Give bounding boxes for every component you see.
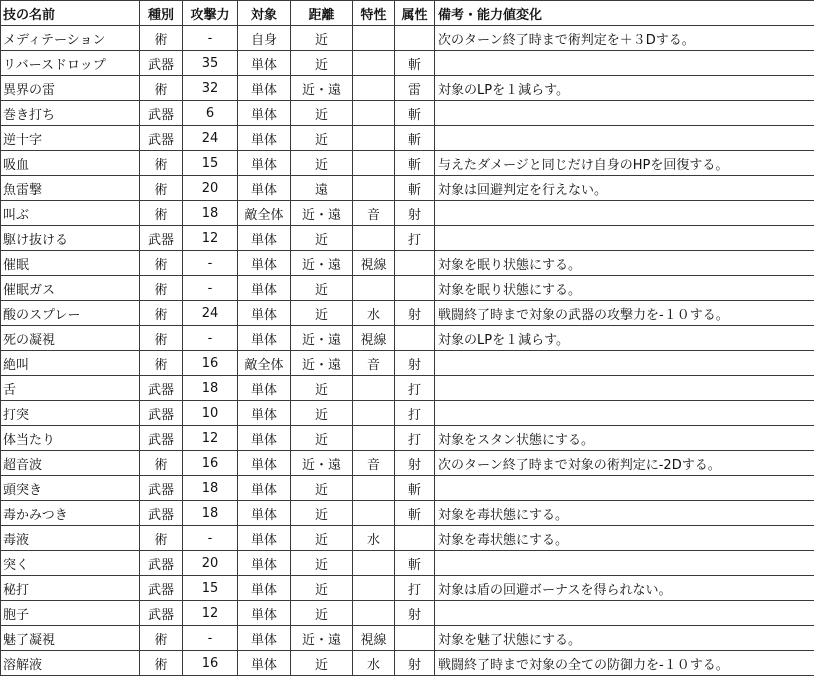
- cell-range: 近: [291, 426, 353, 451]
- cell-target: 単体: [238, 551, 291, 576]
- cell-target: 単体: [238, 251, 291, 276]
- cell-attack: -: [183, 526, 238, 551]
- header-trait: 特性: [353, 1, 395, 26]
- cell-attack: 18: [183, 376, 238, 401]
- cell-trait: 視線: [353, 251, 395, 276]
- cell-range: 近・遠: [291, 326, 353, 351]
- cell-notes: 与えたダメージと同じだけ自身のHPを回復する。: [435, 151, 814, 176]
- cell-attribute: 射: [395, 601, 435, 626]
- cell-range: 近: [291, 51, 353, 76]
- cell-name: 魚雷撃: [1, 176, 140, 201]
- table-row: [1, 251, 814, 276]
- cell-attribute: 打: [395, 226, 435, 251]
- cell-name: 毒かみつき: [1, 501, 140, 526]
- cell-attribute: 斬: [395, 51, 435, 76]
- cell-trait: 水: [353, 526, 395, 551]
- cell-name: 体当たり: [1, 426, 140, 451]
- table-row: [1, 601, 814, 626]
- cell-notes: [435, 476, 814, 501]
- cell-attribute: 打: [395, 576, 435, 601]
- cell-type: 武器: [140, 101, 183, 126]
- cell-name: リバースドロップ: [1, 51, 140, 76]
- cell-range: 近: [291, 476, 353, 501]
- cell-attack: -: [183, 251, 238, 276]
- cell-name: 打突: [1, 401, 140, 426]
- cell-name: 魅了凝視: [1, 626, 140, 651]
- cell-target: 単体: [238, 326, 291, 351]
- table-row: [1, 551, 814, 576]
- cell-target: 単体: [238, 51, 291, 76]
- cell-type: 武器: [140, 601, 183, 626]
- cell-target: 単体: [238, 126, 291, 151]
- cell-attribute: [395, 251, 435, 276]
- cell-range: 近・遠: [291, 451, 353, 476]
- cell-name: メディテーション: [1, 26, 140, 51]
- cell-notes: [435, 351, 814, 376]
- table-row: [1, 426, 814, 451]
- cell-range: 近: [291, 226, 353, 251]
- cell-notes: [435, 401, 814, 426]
- cell-range: 近: [291, 301, 353, 326]
- cell-trait: [353, 176, 395, 201]
- cell-trait: [353, 601, 395, 626]
- cell-type: 武器: [140, 551, 183, 576]
- cell-attribute: 打: [395, 426, 435, 451]
- cell-range: 近・遠: [291, 251, 353, 276]
- cell-trait: [353, 426, 395, 451]
- cell-trait: 音: [353, 351, 395, 376]
- table-row: [1, 376, 814, 401]
- cell-attribute: 斬: [395, 476, 435, 501]
- table-row: [1, 301, 814, 326]
- cell-notes: 対象をスタン状態にする。: [435, 426, 814, 451]
- table-row: [1, 151, 814, 176]
- table-row: [1, 401, 814, 426]
- cell-notes: [435, 376, 814, 401]
- cell-target: 単体: [238, 576, 291, 601]
- cell-type: 術: [140, 151, 183, 176]
- cell-attack: 24: [183, 301, 238, 326]
- cell-target: 単体: [238, 101, 291, 126]
- cell-target: 単体: [238, 301, 291, 326]
- cell-name: 吸血: [1, 151, 140, 176]
- cell-range: 近: [291, 376, 353, 401]
- cell-range: 近: [291, 551, 353, 576]
- cell-trait: [353, 551, 395, 576]
- header-range: 距離: [291, 1, 353, 26]
- cell-attack: 16: [183, 651, 238, 676]
- cell-target: 単体: [238, 501, 291, 526]
- cell-target: 単体: [238, 526, 291, 551]
- cell-attack: 6: [183, 101, 238, 126]
- cell-name: 舌: [1, 376, 140, 401]
- cell-attack: 20: [183, 551, 238, 576]
- cell-name: 巻き打ち: [1, 101, 140, 126]
- table-row: [1, 176, 814, 201]
- cell-notes: 対象を毒状態にする。: [435, 501, 814, 526]
- cell-name: 超音波: [1, 451, 140, 476]
- cell-type: 術: [140, 26, 183, 51]
- header-target: 対象: [238, 1, 291, 26]
- cell-name: 死の凝視: [1, 326, 140, 351]
- cell-trait: [353, 126, 395, 151]
- cell-attribute: 射: [395, 451, 435, 476]
- cell-name: 異界の雷: [1, 76, 140, 101]
- cell-trait: [353, 501, 395, 526]
- table-row: [1, 626, 814, 651]
- table-row: [1, 226, 814, 251]
- cell-type: 術: [140, 301, 183, 326]
- cell-type: 武器: [140, 126, 183, 151]
- table-row: [1, 326, 814, 351]
- header-attribute: 属性: [395, 1, 435, 26]
- cell-notes: 対象のLPを１減らす。: [435, 326, 814, 351]
- cell-attribute: 雷: [395, 76, 435, 101]
- table-row: [1, 101, 814, 126]
- cell-attack: -: [183, 326, 238, 351]
- cell-notes: [435, 601, 814, 626]
- cell-name: 逆十字: [1, 126, 140, 151]
- cell-notes: 次のターン終了時まで術判定を＋３Dする。: [435, 26, 814, 51]
- cell-trait: 水: [353, 301, 395, 326]
- cell-trait: [353, 276, 395, 301]
- header-row: [1, 1, 814, 26]
- cell-target: 敵全体: [238, 201, 291, 226]
- cell-notes: 対象のLPを１減らす。: [435, 76, 814, 101]
- cell-attribute: 斬: [395, 151, 435, 176]
- cell-range: 近: [291, 651, 353, 676]
- cell-range: 近: [291, 526, 353, 551]
- cell-range: 近・遠: [291, 351, 353, 376]
- cell-name: 絶叫: [1, 351, 140, 376]
- header-attack: 攻撃力: [183, 1, 238, 26]
- cell-target: 単体: [238, 601, 291, 626]
- cell-target: 単体: [238, 76, 291, 101]
- cell-range: 近: [291, 576, 353, 601]
- cell-type: 術: [140, 326, 183, 351]
- table-row: [1, 76, 814, 101]
- cell-attribute: 射: [395, 351, 435, 376]
- cell-range: 近: [291, 601, 353, 626]
- cell-name: 胞子: [1, 601, 140, 626]
- cell-attack: 10: [183, 401, 238, 426]
- cell-type: 武器: [140, 226, 183, 251]
- cell-trait: 水: [353, 651, 395, 676]
- cell-attack: 12: [183, 226, 238, 251]
- cell-trait: [353, 401, 395, 426]
- cell-trait: [353, 101, 395, 126]
- table-row: [1, 51, 814, 76]
- cell-notes: 対象は盾の回避ボーナスを得られない。: [435, 576, 814, 601]
- cell-type: 武器: [140, 51, 183, 76]
- cell-attack: 18: [183, 476, 238, 501]
- cell-attack: 12: [183, 601, 238, 626]
- cell-target: 単体: [238, 151, 291, 176]
- cell-range: 近: [291, 276, 353, 301]
- table-row: [1, 451, 814, 476]
- cell-trait: [353, 26, 395, 51]
- cell-notes: 戦闘終了時まで対象の全ての防御力を-１０する。: [435, 651, 814, 676]
- cell-target: 単体: [238, 426, 291, 451]
- cell-attack: -: [183, 626, 238, 651]
- table-row: [1, 201, 814, 226]
- cell-type: 武器: [140, 501, 183, 526]
- cell-attribute: [395, 26, 435, 51]
- cell-name: 突く: [1, 551, 140, 576]
- cell-target: 敵全体: [238, 351, 291, 376]
- cell-name: 催眠ガス: [1, 276, 140, 301]
- cell-notes: 対象は回避判定を行えない。: [435, 176, 814, 201]
- header-notes: 備考・能力値変化: [435, 1, 814, 26]
- cell-type: 武器: [140, 476, 183, 501]
- cell-attribute: 射: [395, 301, 435, 326]
- cell-attribute: 射: [395, 651, 435, 676]
- table-row: [1, 526, 814, 551]
- cell-type: 術: [140, 451, 183, 476]
- cell-attribute: [395, 526, 435, 551]
- cell-notes: [435, 126, 814, 151]
- cell-notes: 対象を魅了状態にする。: [435, 626, 814, 651]
- cell-attack: 35: [183, 51, 238, 76]
- cell-attack: 15: [183, 576, 238, 601]
- cell-range: 近: [291, 401, 353, 426]
- cell-trait: 視線: [353, 626, 395, 651]
- cell-attack: 16: [183, 351, 238, 376]
- cell-range: 近・遠: [291, 76, 353, 101]
- cell-notes: 次のターン終了時まで対象の術判定に-2Dする。: [435, 451, 814, 476]
- cell-attribute: 打: [395, 401, 435, 426]
- table-row: [1, 651, 814, 676]
- cell-type: 術: [140, 351, 183, 376]
- cell-attribute: 斬: [395, 101, 435, 126]
- header-name: 技の名前: [1, 1, 140, 26]
- cell-attack: 15: [183, 151, 238, 176]
- cell-attack: 18: [183, 501, 238, 526]
- cell-target: 単体: [238, 226, 291, 251]
- cell-notes: [435, 101, 814, 126]
- cell-type: 術: [140, 176, 183, 201]
- cell-name: 酸のスプレー: [1, 301, 140, 326]
- cell-range: 近・遠: [291, 201, 353, 226]
- cell-attribute: [395, 276, 435, 301]
- cell-range: 近: [291, 501, 353, 526]
- cell-type: 術: [140, 651, 183, 676]
- cell-name: 毒液: [1, 526, 140, 551]
- table-row: [1, 351, 814, 376]
- cell-range: 近: [291, 101, 353, 126]
- cell-range: 近: [291, 151, 353, 176]
- cell-range: 遠: [291, 176, 353, 201]
- cell-type: 武器: [140, 576, 183, 601]
- table-body: [1, 26, 814, 676]
- cell-type: 術: [140, 526, 183, 551]
- cell-trait: [353, 476, 395, 501]
- cell-attack: -: [183, 276, 238, 301]
- table-row: [1, 476, 814, 501]
- cell-name: 駆け抜ける: [1, 226, 140, 251]
- cell-attribute: 斬: [395, 551, 435, 576]
- cell-name: 秘打: [1, 576, 140, 601]
- cell-attribute: 斬: [395, 501, 435, 526]
- cell-trait: 音: [353, 451, 395, 476]
- cell-notes: [435, 551, 814, 576]
- cell-attack: 16: [183, 451, 238, 476]
- cell-notes: 戦闘終了時まで対象の武器の攻撃力を-１０する。: [435, 301, 814, 326]
- cell-attack: 24: [183, 126, 238, 151]
- cell-notes: 対象を眠り状態にする。: [435, 276, 814, 301]
- cell-name: 頭突き: [1, 476, 140, 501]
- cell-range: 近: [291, 126, 353, 151]
- cell-attribute: [395, 326, 435, 351]
- cell-name: 催眠: [1, 251, 140, 276]
- cell-attribute: 射: [395, 201, 435, 226]
- cell-trait: [353, 151, 395, 176]
- cell-attribute: 斬: [395, 126, 435, 151]
- cell-target: 単体: [238, 626, 291, 651]
- cell-trait: 視線: [353, 326, 395, 351]
- cell-type: 武器: [140, 426, 183, 451]
- cell-type: 武器: [140, 401, 183, 426]
- table-row: [1, 501, 814, 526]
- cell-attack: -: [183, 26, 238, 51]
- cell-type: 術: [140, 76, 183, 101]
- cell-notes: [435, 51, 814, 76]
- cell-type: 術: [140, 276, 183, 301]
- cell-notes: [435, 201, 814, 226]
- cell-type: 術: [140, 201, 183, 226]
- cell-attack: 20: [183, 176, 238, 201]
- table-row: [1, 126, 814, 151]
- table-row: [1, 576, 814, 601]
- cell-attack: 12: [183, 426, 238, 451]
- cell-type: 武器: [140, 376, 183, 401]
- cell-trait: [353, 226, 395, 251]
- cell-trait: [353, 51, 395, 76]
- cell-range: 近・遠: [291, 626, 353, 651]
- cell-target: 単体: [238, 651, 291, 676]
- cell-name: 叫ぶ: [1, 201, 140, 226]
- cell-notes: 対象を眠り状態にする。: [435, 251, 814, 276]
- cell-target: 単体: [238, 176, 291, 201]
- cell-trait: [353, 376, 395, 401]
- cell-range: 近: [291, 26, 353, 51]
- cell-trait: [353, 576, 395, 601]
- cell-target: 単体: [238, 276, 291, 301]
- cell-target: 自身: [238, 26, 291, 51]
- cell-target: 単体: [238, 401, 291, 426]
- cell-notes: [435, 226, 814, 251]
- cell-target: 単体: [238, 451, 291, 476]
- cell-trait: [353, 76, 395, 101]
- cell-type: 術: [140, 251, 183, 276]
- cell-attribute: 斬: [395, 176, 435, 201]
- cell-notes: 対象を毒状態にする。: [435, 526, 814, 551]
- cell-attack: 32: [183, 76, 238, 101]
- cell-attribute: [395, 626, 435, 651]
- cell-trait: 音: [353, 201, 395, 226]
- cell-type: 術: [140, 626, 183, 651]
- table-row: [1, 276, 814, 301]
- cell-name: 溶解液: [1, 651, 140, 676]
- cell-attribute: 打: [395, 376, 435, 401]
- cell-target: 単体: [238, 476, 291, 501]
- table-row: [1, 26, 814, 51]
- cell-attack: 18: [183, 201, 238, 226]
- cell-target: 単体: [238, 376, 291, 401]
- header-type: 種別: [140, 1, 183, 26]
